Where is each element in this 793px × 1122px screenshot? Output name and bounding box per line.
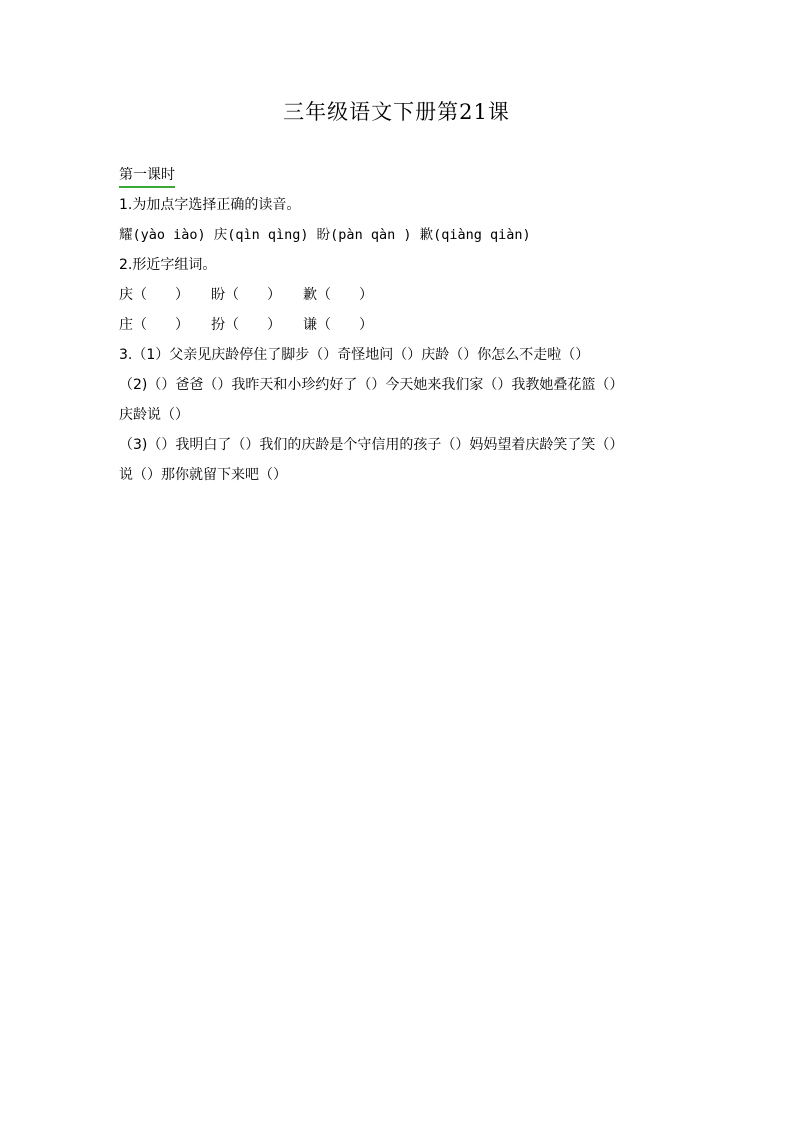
question-3-line-3: 庆龄说（） bbox=[119, 407, 189, 423]
word-blank: 歉（ ） bbox=[303, 287, 373, 303]
question-3-line-4: （3)（）我明白了（）我们的庆龄是个守信用的孩子（）妈妈望着庆龄笑了笑（） bbox=[119, 437, 624, 453]
question-1-prompt: 1.为加点字选择正确的读音。 bbox=[119, 197, 301, 213]
question-1-options: 耀(yào iào) 庆(qìn qìng) 盼(pàn qàn ) 歉(qiàng qiàn) bbox=[119, 227, 531, 243]
word-blank: 盼（ ） bbox=[211, 287, 281, 303]
question-2-row-2 bbox=[119, 310, 679, 340]
question-3-line-5: 说（）那你就留下来吧（） bbox=[119, 467, 287, 483]
question-3-line-1: 3.（1）父亲见庆龄停住了脚步（）奇怪地问（）庆龄（）你怎么不走啦（） bbox=[119, 347, 590, 363]
question-3-line-2: （2)（）爸爸（）我昨天和小珍约好了（）今天她来我们家（）我教她叠花篮（） bbox=[119, 377, 624, 393]
page-title: 三年级语文下册第21课 bbox=[283, 100, 510, 124]
word-blank: 庆（ ） bbox=[119, 287, 189, 303]
section-heading-row bbox=[119, 160, 679, 190]
word-blank: 扮（ ） bbox=[211, 317, 281, 333]
word-blank: 庄（ ） bbox=[119, 317, 189, 333]
word-blank: 谦（ ） bbox=[303, 317, 373, 333]
question-2-row-1 bbox=[119, 280, 679, 310]
question-2-prompt: 2.形近字组词。 bbox=[119, 257, 217, 273]
section-heading: 第一课时 bbox=[119, 164, 175, 188]
worksheet-body bbox=[119, 160, 679, 490]
